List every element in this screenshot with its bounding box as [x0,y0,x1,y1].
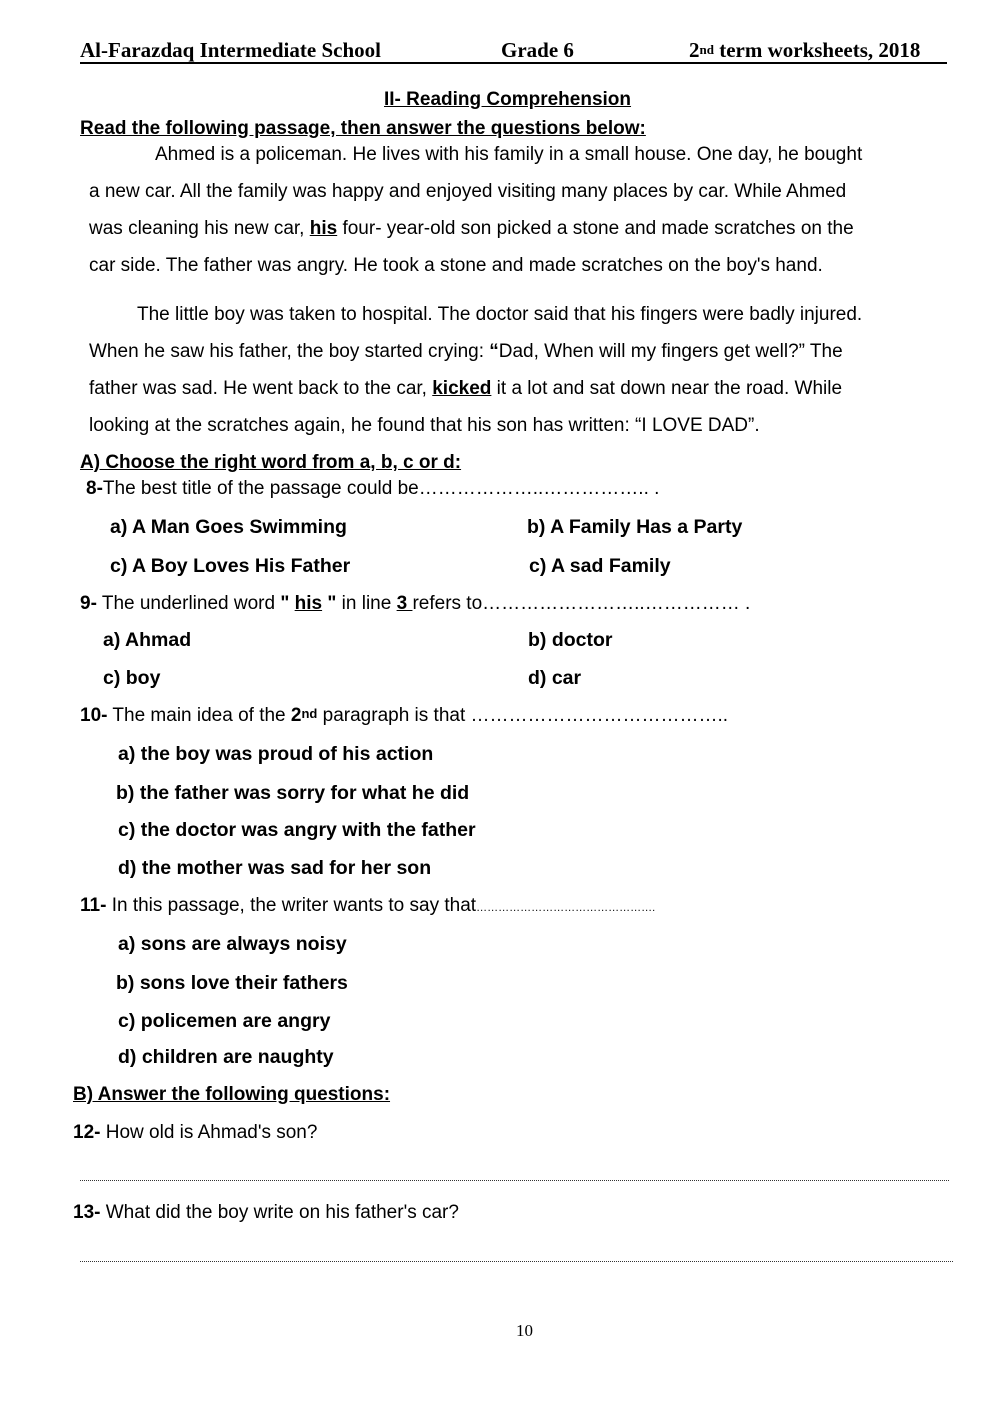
q9-option-b: b) doctor [528,629,613,651]
q11-option-d: d) children are naughty [118,1046,334,1068]
question-8: 8-The best title of the passage could be………………..…………….. . [86,478,660,499]
passage-line: a new car. All the family was happy and enjoyed visiting many places by car. While Ahmed [89,181,847,202]
term-label: 2nd term worksheets, 2018 [689,38,921,62]
passage-line: When he saw his father, the boy started crying: “Dad, When will my fingers get well?” The [89,341,843,362]
q8-option-b: b) A Family Has a Party [527,516,743,538]
question-10: 10- The main idea of the 2nd paragraph is that ………………………………….. [80,705,729,726]
underlined-word-his: his [309,218,338,239]
passage-line: car side. The father was angry. He took a stone and made scratches on the boy's hand. [89,255,823,276]
q9-option-a: a) Ahmad [103,629,192,651]
part-b-heading: B) Answer the following questions: [73,1084,391,1105]
page-number: 10 [516,1321,533,1340]
passage-line: Ahmed is a policeman. He lives with his family in a small house. One day, he bought [155,144,863,165]
q11-option-b: b) sons love their fathers [116,972,348,994]
answer-line-12[interactable] [80,1180,949,1181]
q11-option-a: a) sons are always noisy [118,933,347,955]
school-name: Al-Farazdaq Intermediate School [80,38,381,62]
passage-line: looking at the scratches again, he found that his son has written: “I LOVE DAD”. [89,415,760,436]
answer-line-13[interactable] [80,1261,953,1262]
part-a-heading: A) Choose the right word from a, b, c or d: [80,452,462,473]
header-underline [80,62,947,64]
q8-option-d: c) A sad Family [529,555,671,577]
grade-label: Grade 6 [501,38,574,62]
q10-option-c: c) the doctor was angry with the father [118,819,476,841]
question-9: 9- The underlined word " his " in line 3 refers to……………………..…………… . [80,593,751,614]
q10-option-a: a) the boy was proud of his action [118,743,434,765]
passage-paragraph-1 [89,136,862,284]
q11-option-c: c) policemen are angry [118,1010,331,1032]
passage-line: The little boy was taken to hospital. The doctor said that his fingers were badly injured. [137,304,863,325]
q9-option-c: c) boy [103,667,161,689]
q10-option-d: d) the mother was sad for her son [118,857,432,879]
passage-line: was cleaning his new car, his four- year-old son picked a stone and made scratches on the [89,218,854,239]
section-title: II- Reading Comprehension [384,89,632,110]
passage-line: father was sad. He went back to the car, kicked it a lot and sat down near the road. While [89,378,843,399]
question-13: 13- What did the boy write on his father's car? [73,1202,459,1223]
underlined-word-kicked: kicked [432,378,492,399]
instruction: Read the following passage, then answer the questions below: [80,118,646,139]
q8-option-c: c) A Boy Loves His Father [110,555,351,577]
question-11: 11- In this passage, the writer wants to say that…………………………………………. [80,895,656,916]
question-12: 12- How old is Ahmad's son? [73,1122,318,1143]
q8-option-a: a) A Man Goes Swimming [110,516,347,538]
q9-option-d: d) car [528,667,582,689]
passage-paragraph-2 [89,296,862,444]
q10-option-b: b) the father was sorry for what he did [116,782,470,804]
